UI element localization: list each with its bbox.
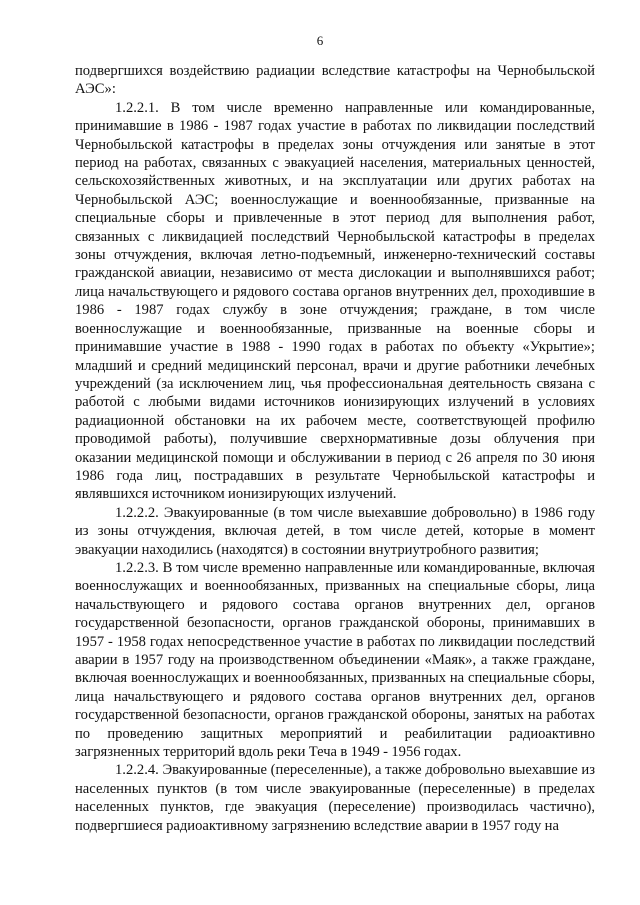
page-number: 6 (316, 33, 324, 48)
paragraph-continuation: подвергшихся воздействию радиации вследствие катастрофы на Чернобыльской АЭС»: (75, 63, 595, 98)
paragraph-1-2-2-4: 1.2.2.4. Эвакуированные (переселенные), а также добровольно выехавшие из населенных пунктов (в том числе эвакуированные (переселенные) в пределах населенных пунктов, где эвакуация (переселение) производилась частично), подвергшиеся радиоактивному загрязнению вследствие аварии в 1957 году на (75, 762, 595, 834)
paragraph-1-2-2-1: 1.2.2.1. В том числе временно направленные или командированные, принимавшие в 1986 - 1987 годах участие в работах по ликвидации последствий Чернобыльской катастрофы в пределах зоны отчуждения или занятые в этот период на работах, связанных с эвакуацией населения, материальных ценностей, сельскохозяйственных животных, и на эксплуатации или других работах на Чернобыльской АЭС; военнослужащие и военнообязанные, призванные на специальные сборы и привлеченные в этот период для выполнения работ, связанных с ликвидацией последствий Чернобыльской катастрофы в пределах зоны отчуждения, включая летно-подъемный, инженерно-технический составы гражданской авиации, независимо от места дислокации и выполнявшихся работ; лица начальствующего и рядового состава органов внутренних дел, проходившие в 1986 - 1987 годах службу в зоне отчуждения; граждане, в том числе военнослужащие и военнообязанные, призванные на военные сборы и принимавшие участие в 1988 - 1990 годах в работах по объекту «Укрытие»; младший и средний медицинский персонал, врачи и другие работники лечебных учреждений (за исключением лиц, чья профессиональная деятельность связана с работой с любыми видами источников ионизирующих излучений в условиях радиационной обстановки на их рабочем месте, соответствующей профилю проводимой работы), получившие сверхнормативные дозы облучения при оказании медицинской помощи и обслуживании в период с 26 апреля по 30 июня 1986 года лиц, пострадавших в результате Чернобыльской катастрофы и являвшихся источником ионизирующих излучений. (75, 99, 595, 503)
paragraph-1-2-2-2: 1.2.2.2. Эвакуированные (в том числе выехавшие добровольно) в 1986 году из зоны отчуждения, включая детей, в том числе детей, которые в момент эвакуации находились (находятся) в состоянии внутриутробного развития; (75, 504, 595, 558)
document-body (75, 62, 595, 835)
paragraph-1-2-2-3: 1.2.2.3. В том числе временно направленные или командированные, включая военнослужащих и военнообязанных, призванных на специальные сборы, лица начальствующего и рядового состава органов внутренних дел, органов государственной безопасности, органов гражданской обороны, принимавших в 1957 - 1958 годах непосредственное участие в работах по ликвидации последствий аварии в 1957 году на производственном объединении «Маяк», а также граждане, включая военнослужащих и военнообязанных, призванных на специальные сборы, лица начальствующего и рядового состава органов внутренних дел, органов государственной безопасности, органов гражданской обороны, занятых на работах по проведению защитных мероприятий и реабилитации радиоактивно загрязненных территорий вдоль реки Теча в 1949 - 1956 годах. (75, 559, 595, 761)
